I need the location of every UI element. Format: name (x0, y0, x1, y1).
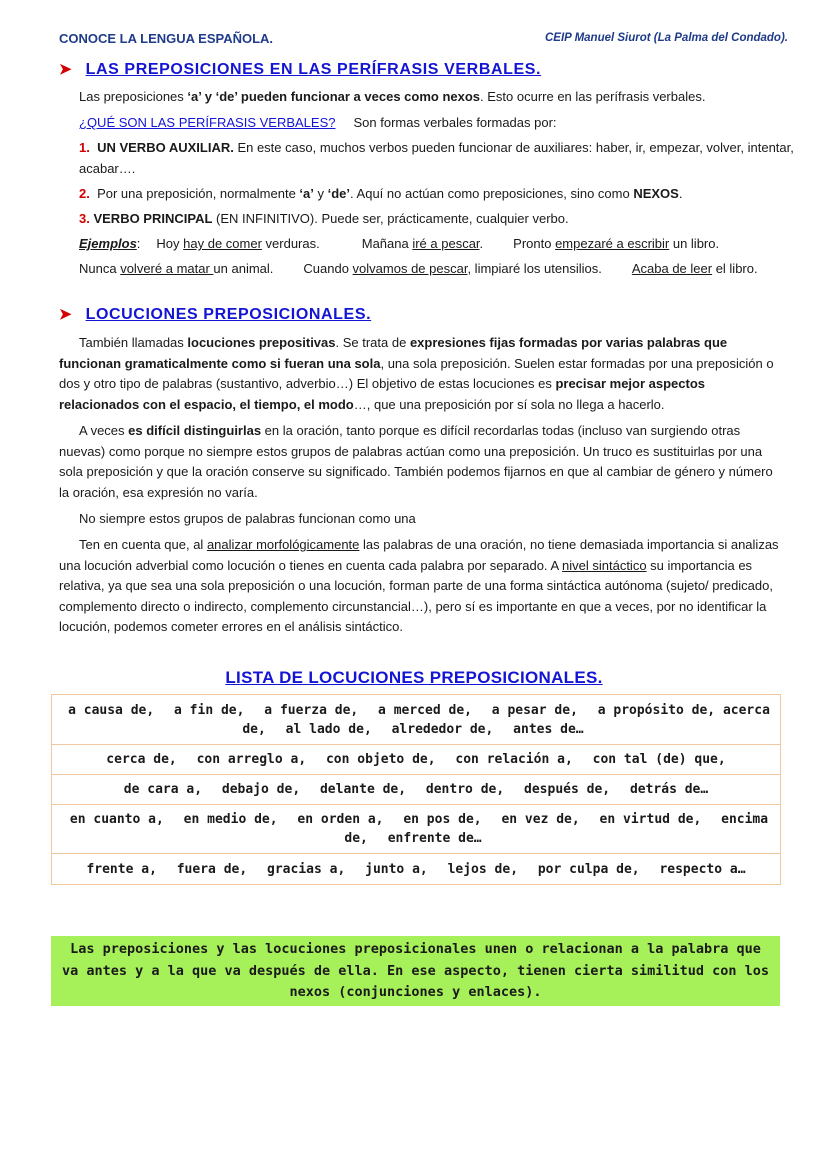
locuciones-table (51, 694, 781, 885)
text: …, que una preposición por sí sola no llega a hacerlo. (353, 396, 665, 412)
bold-text: NEXOS (633, 186, 679, 201)
text: Ten en cuenta que, al (79, 537, 207, 552)
text: . Se trata de (335, 335, 410, 350)
bold-text: ‘de’ (327, 186, 351, 201)
section-title-text: LOCUCIONES PREPOSICIONALES. (85, 306, 372, 323)
locution-item: fuera de, (176, 861, 248, 877)
text: No siempre estos grupos de palabras funcionan como una (79, 511, 416, 526)
text: Por una preposición, normalmente (93, 186, 300, 201)
example-perifrasis: volveré a matar (120, 261, 214, 276)
bold-text: locuciones prepositivas (187, 335, 336, 350)
locution-item: dentro de, (425, 782, 505, 797)
locution-item: delante de, (319, 782, 407, 797)
examples-label: Ejemplos (79, 236, 137, 251)
header-subject: CONOCE LA LENGUA ESPAÑOLA. (59, 31, 274, 46)
bold-text: UN VERBO AUXILIAR. (97, 140, 234, 155)
locution-item: con objeto de, (325, 752, 436, 767)
question-heading: ¿QUÉ SON LAS PERÍFRASIS VERBALES? (79, 115, 336, 130)
locution-list (80, 860, 751, 879)
locution-item: con arreglo a, (196, 752, 307, 767)
locution-item: por culpa de, (537, 861, 640, 877)
underlined-text: nivel sintáctico (562, 557, 647, 573)
locution-item: con relación a, (455, 752, 573, 767)
locution-item: en pos de, (403, 812, 482, 827)
locution-list (118, 780, 714, 799)
item-number: 3. (79, 211, 90, 226)
locution-item: en cuanto a, (69, 812, 164, 827)
bold-text: precisar mejor aspectos relacionados con el espacio, el tiempo, el modo (59, 376, 706, 412)
bold-text: expresiones fijas formadas por varias palabras que funcionan gramaticalmente como si fueran una sola (59, 335, 728, 371)
locution-item: de cara a, (123, 782, 203, 797)
item-number: 2. (79, 186, 90, 201)
bold-text: es difícil distinguirlas (128, 423, 262, 438)
example-perifrasis: volvamos de pescar (352, 261, 468, 276)
item-number: 1. (79, 140, 90, 155)
table-row (52, 745, 780, 775)
locution-item: al lado de, (285, 721, 372, 737)
text: el libro. (712, 261, 758, 276)
locution-list (62, 810, 770, 848)
locution-item: gracias a, (267, 861, 346, 877)
text: un libro. (669, 236, 720, 251)
paragraph-analysis (59, 535, 781, 638)
bold-text: ‘a’ (299, 186, 314, 201)
table-row (52, 775, 780, 805)
text: Cuando (303, 261, 353, 276)
locution-item: alrededor de, (391, 721, 494, 737)
bold-text: VERBO PRINCIPAL (93, 211, 213, 226)
section-title-text: LAS PREPOSICIONES EN LAS PERÍFRASIS VERBALES. (85, 61, 542, 78)
text: Pronto (513, 236, 556, 251)
example-perifrasis: Acaba de leer (631, 261, 713, 276)
locution-item: en medio de, (183, 812, 278, 827)
locution-item: cerca de, (106, 752, 177, 767)
list-item-2 (59, 184, 801, 205)
bold-text: ‘a’ y ‘de’ pueden funcionar a veces como nexos (187, 89, 481, 104)
locution-item: a propósito de, acerca de, (242, 702, 770, 737)
text: En este caso, muchos verbos pueden funcionar de auxiliares: haber, ir, empezar, volver, intentar, acabar…. (79, 140, 794, 176)
locution-list (100, 750, 731, 769)
text: . (678, 186, 683, 201)
section-title-locuciones (59, 305, 371, 324)
text: A veces (79, 423, 129, 438)
locution-item: detrás de… (629, 782, 709, 797)
locution-item: a fin de, (174, 702, 245, 718)
text: y (313, 186, 328, 201)
locution-item: a causa de, (68, 702, 155, 718)
text: Nunca (79, 261, 121, 276)
example-perifrasis: hay de comer (183, 236, 262, 251)
locution-item: enfrente de… (387, 831, 482, 846)
table-row (52, 695, 780, 745)
example-perifrasis: iré a pescar (412, 236, 480, 251)
text: También llamadas (79, 335, 188, 350)
locution-item: junto a, (365, 861, 428, 877)
arrow-bullet-icon: ➤ (59, 306, 72, 323)
locution-item: debajo de, (221, 782, 301, 797)
examples-line-1: Ejemplos: Hoy hay de comer verduras. Mañana iré a pescar. Pronto empezaré a escribir un libro. (79, 236, 720, 251)
text: . (479, 236, 484, 251)
locution-item: lejos de, (447, 861, 519, 877)
text: . Esto ocurre en las perífrasis verbales. (480, 89, 706, 104)
summary-note: Las preposiciones y las locuciones preposicionales unen o relacionan a la palabra que va antes y a la que va después de ella. En ese aspecto, tienen cierta similitud con los nexos (conjunciones y enlaces). (51, 936, 780, 1006)
example-perifrasis: empezaré a escribir (555, 236, 670, 251)
table-row (52, 805, 780, 854)
text: en la oración, tanto porque es difícil recordarlas todas (incluso van surgiendo otras nuevas) como porque no siempre estos grupos de palabras actúan como una preposición. Un truco es sustituirlas por una sola preposición y que la oración conserve su significado. También podemos fijarnos en que al cambiar de género y número la oración, esa expresión no varía. (59, 423, 773, 500)
question-answer: Son formas verbales formadas por: (353, 115, 557, 130)
locution-item: a fuerza de, (264, 702, 359, 718)
text: un animal. (213, 261, 274, 276)
list-item-1 (59, 138, 801, 179)
text: , una sola preposición. Suelen estar formadas por una preposición o dos y otro tipo de palabras (sustantivo, adverbio…) El objetivo de estas locuciones es (59, 355, 774, 391)
locution-item: en vez de, (501, 812, 580, 827)
locution-item: con tal (de) que, (592, 752, 726, 767)
page-header (59, 31, 788, 49)
question-line (59, 113, 801, 134)
list-title: LISTA DE LOCUCIONES PREPOSICIONALES. (225, 668, 603, 687)
locution-item: a merced de, (378, 702, 472, 718)
text: Hoy (156, 236, 184, 251)
locution-list (62, 701, 770, 739)
arrow-bullet-icon: ➤ (59, 61, 72, 78)
table-row (52, 854, 780, 884)
text: Mañana (361, 236, 413, 251)
paragraph-definition (59, 333, 781, 415)
text: , limpiaré los utensilios. (467, 261, 602, 276)
underlined-text: analizar morfológicamente (206, 537, 360, 552)
locution-item: después de, (524, 782, 611, 797)
locution-item: frente a, (86, 861, 157, 877)
text: verduras. (261, 236, 320, 251)
paragraph-difficulty (59, 421, 781, 503)
examples-line-2 (59, 259, 801, 280)
text: . Aquí no actúan como preposiciones, sino como (350, 186, 634, 201)
text: (EN INFINITIVO). Puede ser, prácticamente, cualquier verbo. (212, 211, 569, 226)
list-item-3 (59, 209, 801, 230)
locution-item: antes de… (513, 721, 584, 737)
locution-item: a pesar de, (491, 702, 578, 718)
locution-item: respecto a… (659, 861, 746, 877)
locution-item: en orden a, (297, 812, 384, 827)
locution-item: en virtud de, (599, 812, 702, 827)
intro-paragraph (59, 87, 801, 108)
locution-item: encima de, (344, 812, 769, 846)
text: su importancia es relativa, ya que sea una sola preposición o una locución, forman parte de una forma sintáctica autónoma (sujeto/ predicado, complemento directo o indirecto, complemento circunstancial…), pero sí es importante en que a veces, por no identificar la locución, podemos cometer errores en el análisis sintáctico. (59, 557, 773, 634)
header-school: CEIP Manuel Siurot (La Palma del Condado). (544, 32, 788, 44)
text: las palabras de una oración, no tiene demasiada importancia si analizas una locución adverbial como locución o tienes en cuenta cada palabra por separado. A (59, 537, 779, 573)
paragraph-short (59, 509, 801, 530)
section-title-perifrasis (59, 60, 541, 79)
text: Las preposiciones (79, 89, 188, 104)
